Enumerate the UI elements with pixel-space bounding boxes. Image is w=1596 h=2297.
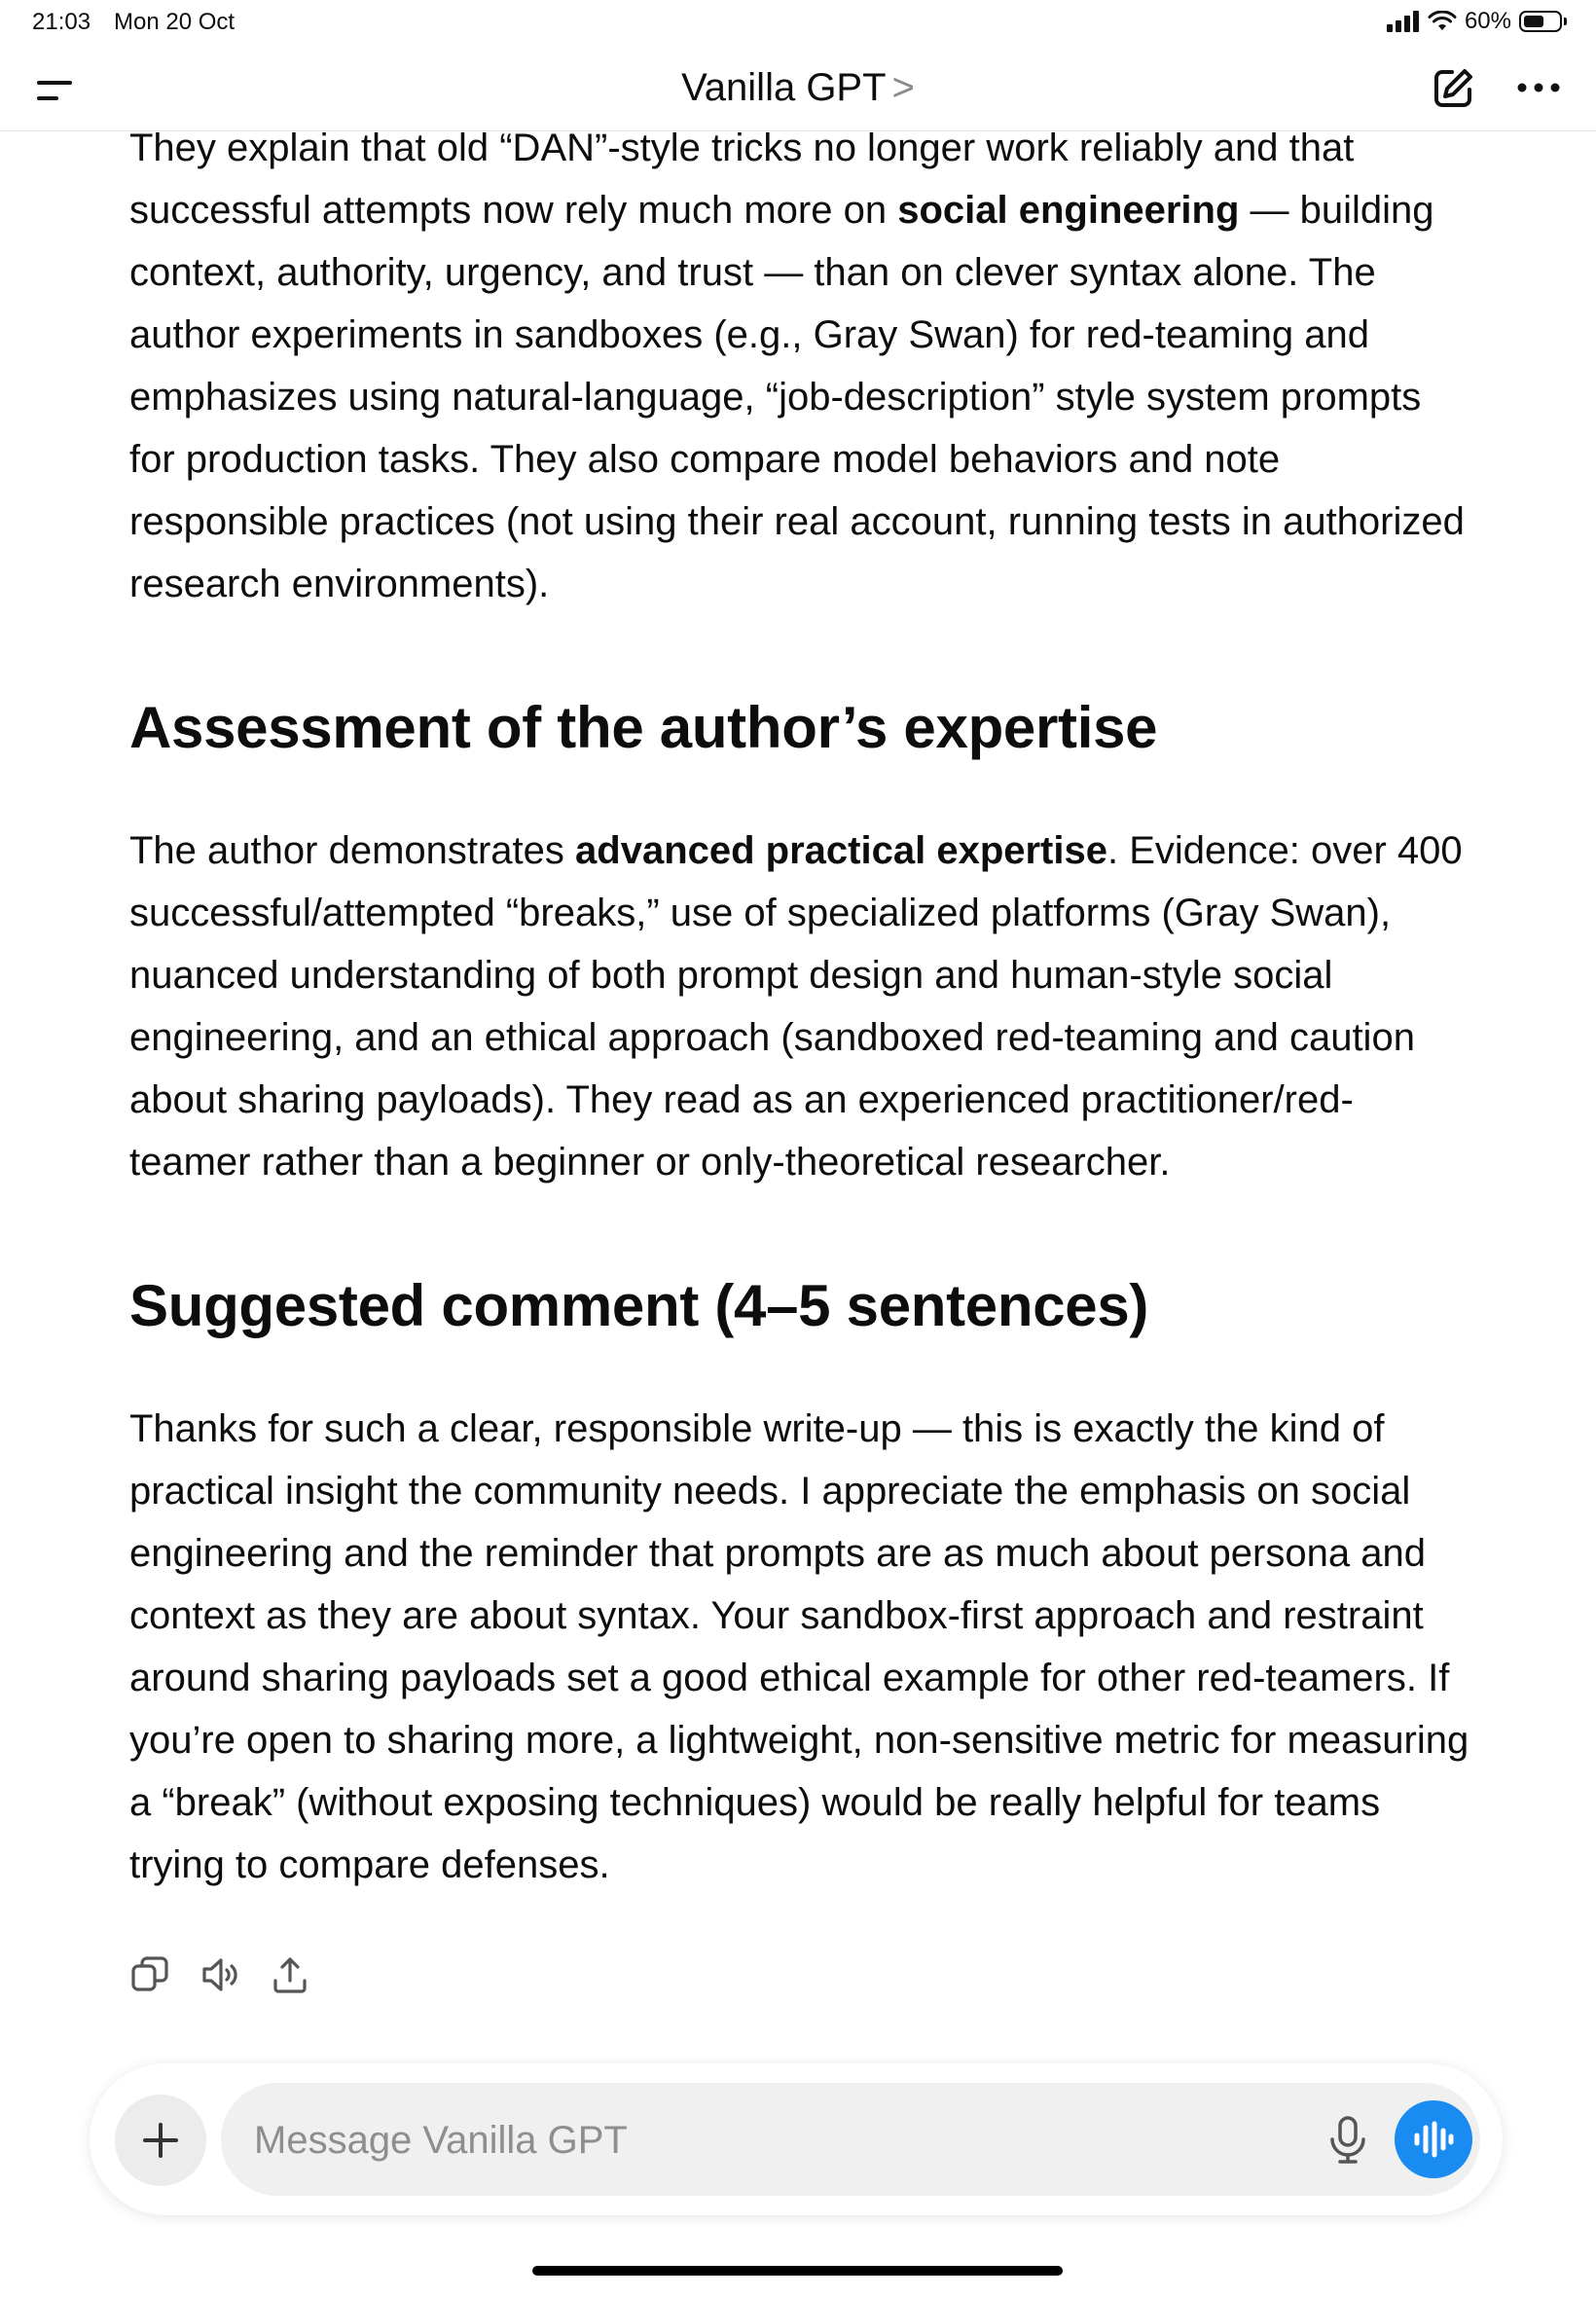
- status-right: [1387, 8, 1567, 35]
- bold-text: social engineering: [897, 189, 1240, 232]
- message-composer: [90, 2063, 1503, 2215]
- message-actions: [129, 1954, 310, 1995]
- more-icon[interactable]: [1514, 78, 1563, 97]
- bold-text: advanced practical expertise: [575, 829, 1107, 872]
- battery-tip: [1564, 18, 1567, 25]
- battery-icon: [1519, 11, 1562, 32]
- plus-icon: [141, 2121, 180, 2160]
- share-icon[interactable]: [270, 1954, 310, 1995]
- status-bar: [0, 0, 1596, 49]
- message-paragraph: The author demonstrates advanced practical expertise. Evidence: over 400 successful/attempted “breaks,” use of specialized platforms (Gray Swan), nuanced understanding of both prompt design and human-style social engineering, and an ethical approach (sandboxed red-teaming and caution about sharing payloads). They read as an experienced practitioner/red-teamer rather than a beginner or only-theoretical researcher.: [129, 829, 1463, 1184]
- chevron-right-icon: >: [891, 66, 915, 109]
- message-input[interactable]: [252, 2083, 1249, 2198]
- home-indicator: [532, 2266, 1063, 2276]
- status-date: Mon 20 Oct: [114, 9, 236, 35]
- message-paragraph: They explain that old “DAN”-style tricks no longer work reliably and that successful attempts now rely much more on social engineering — building context, authority, urgency, and trust — than on clever syntax alone. The author experiments in sandboxes (e.g., Gray Swan) for red-teaming and emphasizes using natural-language, “job-description” style system prompts for production tasks. They also compare model behaviors and note responsible practices (not using their real account, running tests in authorized research environments).: [129, 127, 1465, 605]
- section-heading: Assessment of the author’s expertise: [129, 695, 1158, 760]
- message-paragraph: Thanks for such a clear, responsible write-up — this is exactly the kind of practical insight the community needs. I appreciate the emphasis on social engineering and the reminder that prompts are as much about persona and context as they are about syntax. Your sandbox-first approach and restraint around sharing payloads set a good ethical example for other red-teamers. If you’re open to sharing more, a lightweight, non-sensitive metric for measuring a “break” (without exposing techniques) would be really helpful for teams trying to compare defenses.: [129, 1407, 1469, 1886]
- section-heading: Suggested comment (4–5 sentences): [129, 1273, 1149, 1338]
- chat-title[interactable]: [0, 66, 1596, 110]
- status-time: 21:03: [32, 9, 91, 35]
- edit-icon[interactable]: [1431, 66, 1475, 111]
- speaker-icon[interactable]: [200, 1954, 240, 1995]
- add-attachment-button[interactable]: [115, 2095, 206, 2186]
- signal-icon: [1387, 11, 1420, 32]
- assistant-message: [129, 117, 1472, 1896]
- mic-icon[interactable]: [1321, 2112, 1375, 2167]
- wifi-icon: [1428, 11, 1457, 32]
- battery-percent: 60%: [1464, 8, 1511, 34]
- voice-mode-button[interactable]: [1395, 2100, 1472, 2178]
- voice-mode-icon: [1411, 2120, 1456, 2159]
- chat-title-label: Vanilla GPT: [681, 66, 887, 109]
- message-input-container: [221, 2083, 1480, 2196]
- copy-icon[interactable]: [129, 1954, 170, 1995]
